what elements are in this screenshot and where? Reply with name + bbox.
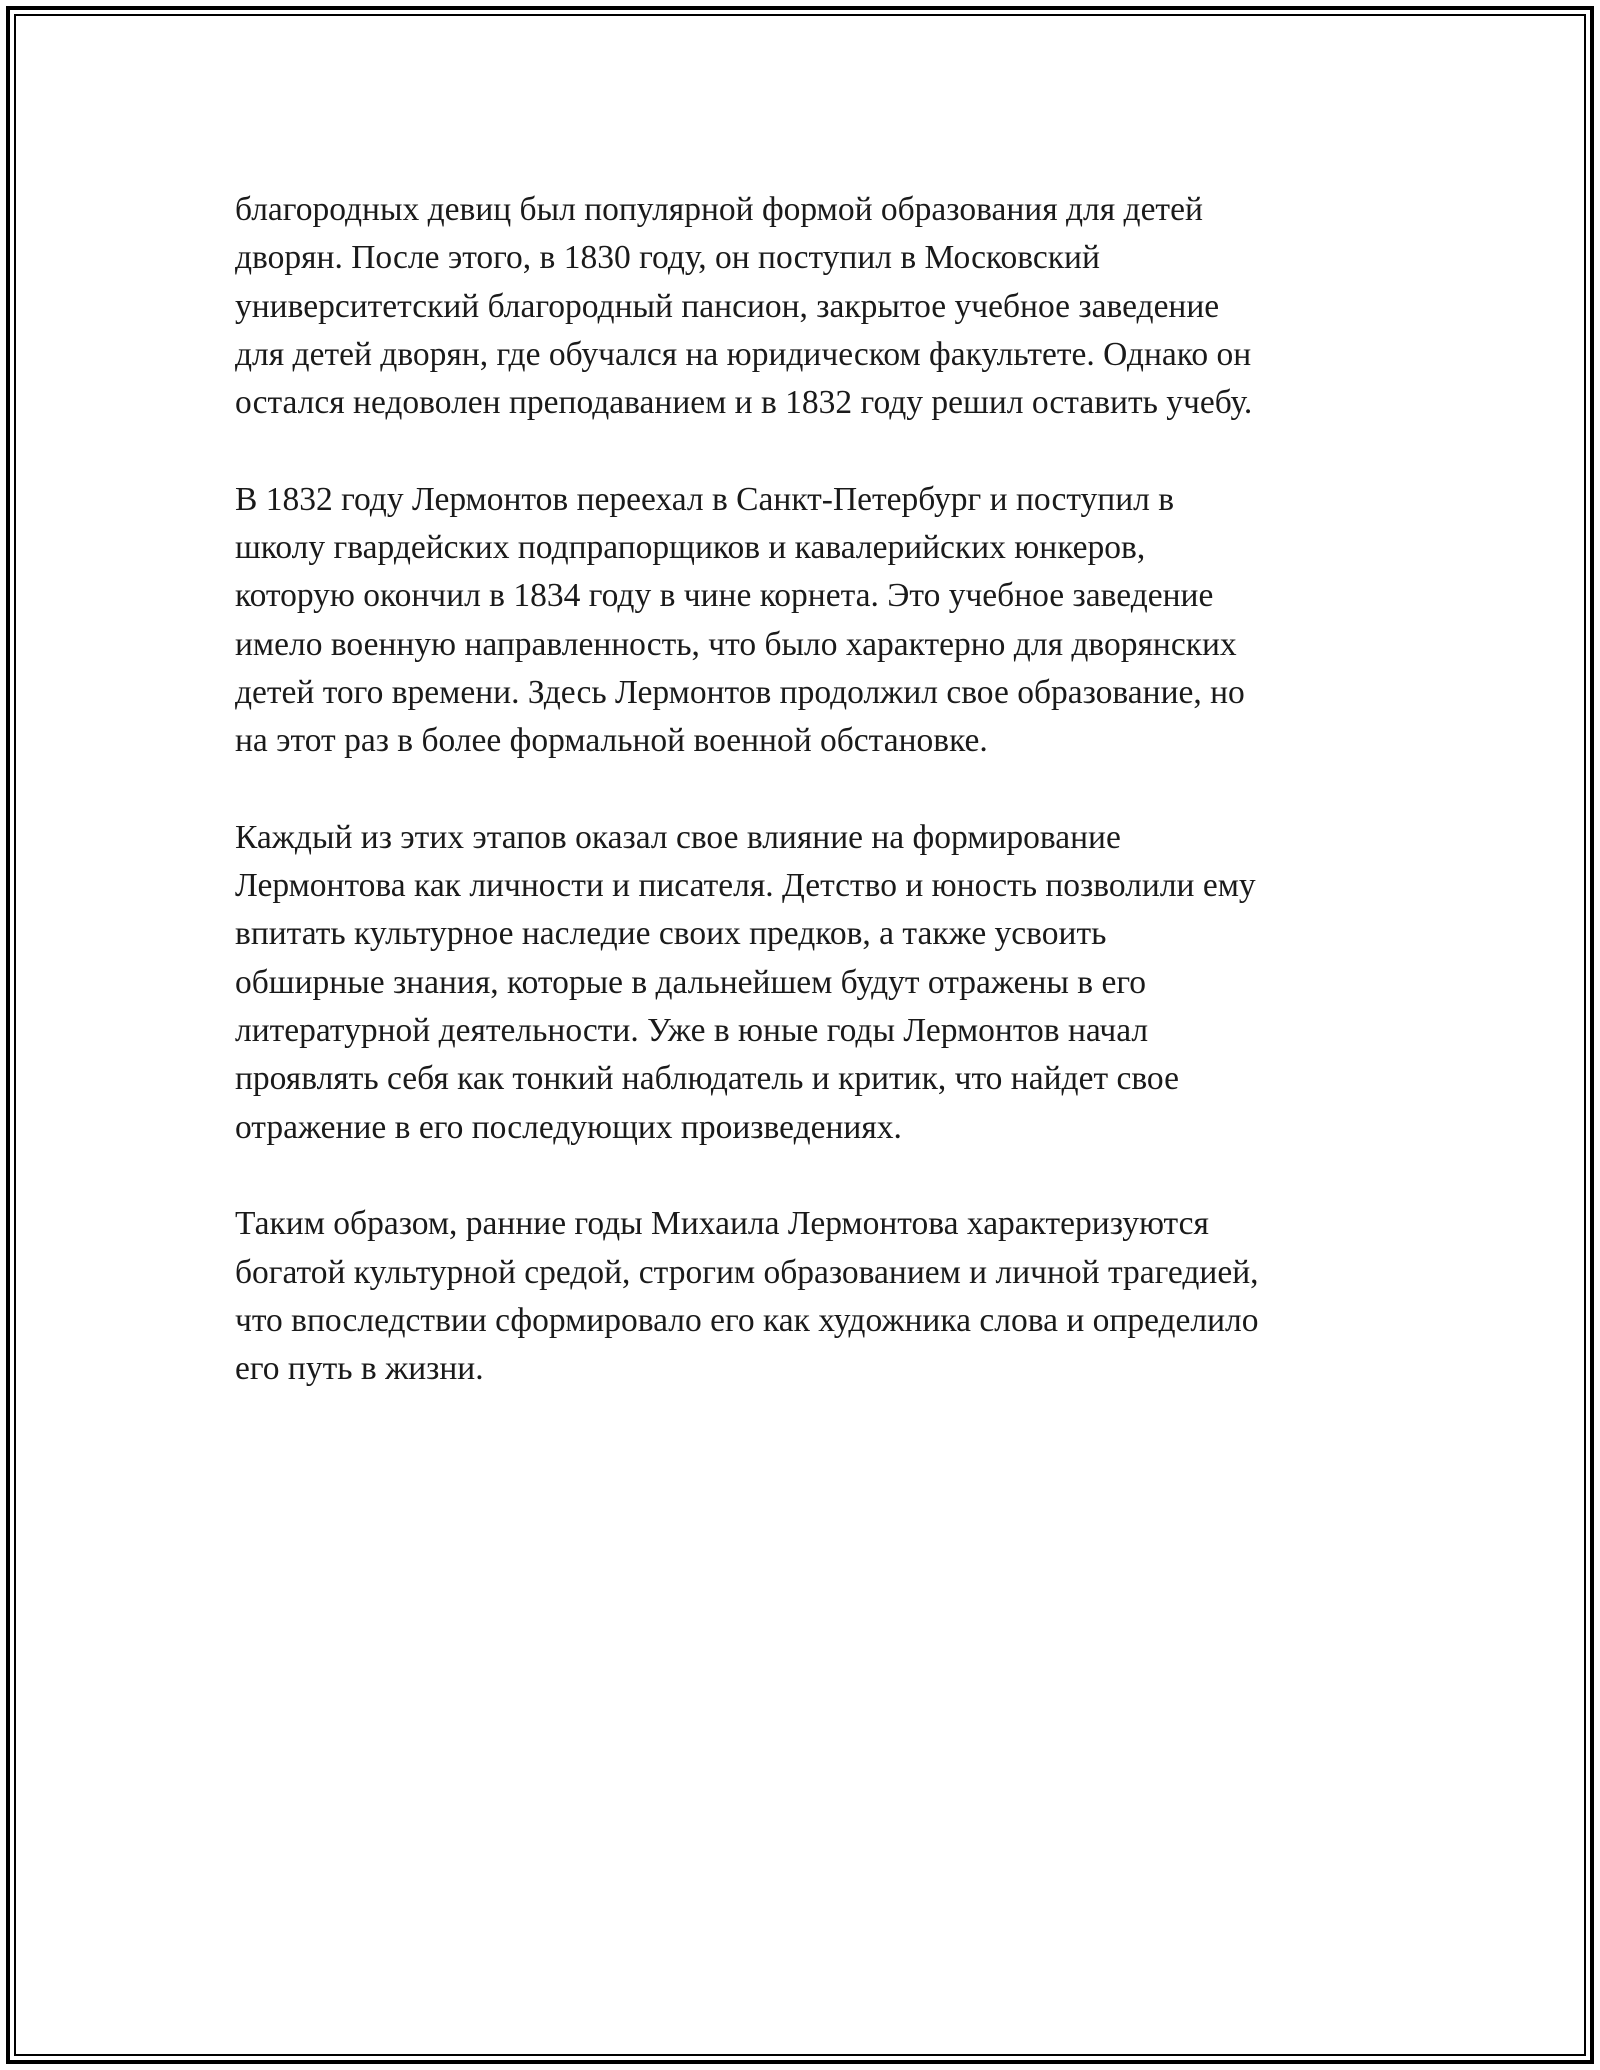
text-line: на этот раз в более формальной военной обстановке.: [235, 722, 988, 760]
text-line: его путь в жизни.: [235, 1350, 484, 1388]
text-line: остался недоволен преподаванием и в 1832 году решил оставить учебу.: [235, 384, 1253, 422]
text-line: Каждый из этих этапов оказал свое влияние на формирование: [235, 818, 1121, 856]
text-line: которую окончил в 1834 году в чине корнета. Это учебное заведение: [235, 577, 1214, 615]
text-line: отражение в его последующих произведениях.: [235, 1108, 902, 1146]
document-body: [235, 186, 1415, 1393]
paragraph-petersburg-school: [235, 476, 1415, 766]
text-line: дворян. После этого, в 1830 году, он поступил в Московский: [235, 239, 1100, 277]
paragraph-influence: [235, 814, 1415, 1152]
text-line: литературной деятельности. Уже в юные годы Лермонтов начал: [235, 1012, 1149, 1050]
text-line: впитать культурное наследие своих предков, а также усвоить: [235, 915, 1107, 953]
text-line: Таким образом, ранние годы Михаила Лермонтова характеризуются: [235, 1205, 1209, 1243]
text-line: университетский благородный пансион, закрытое учебное заведение: [235, 287, 1220, 325]
text-line: обширные знания, которые в дальнейшем будут отражены в его: [235, 963, 1146, 1001]
text-line: для детей дворян, где обучался на юридическом факультете. Однако он: [235, 335, 1252, 373]
text-line: Лермонтова как личности и писателя. Детство и юность позволили ему: [235, 867, 1256, 905]
paragraph-conclusion: [235, 1200, 1415, 1393]
paragraph-education-pension: [235, 186, 1415, 427]
text-line: что впоследствии сформировало его как художника слова и определило: [235, 1301, 1259, 1339]
text-line: благородных девиц был популярной формой образования для детей: [235, 191, 1203, 228]
text-line: детей того времени. Здесь Лермонтов продолжил свое образование, но: [235, 673, 1245, 711]
text-line: школу гвардейских подпрапорщиков и кавалерийских юнкеров,: [235, 529, 1146, 567]
text-line: В 1832 году Лермонтов переехал в Санкт-Петербург и поступил в: [235, 480, 1175, 518]
text-line: богатой культурной средой, строгим образованием и личной трагедией,: [235, 1253, 1259, 1291]
text-line: проявлять себя как тонкий наблюдатель и критик, что найдет свое: [235, 1060, 1179, 1098]
text-line: имело военную направленность, что было характерно для дворянских: [235, 625, 1237, 663]
